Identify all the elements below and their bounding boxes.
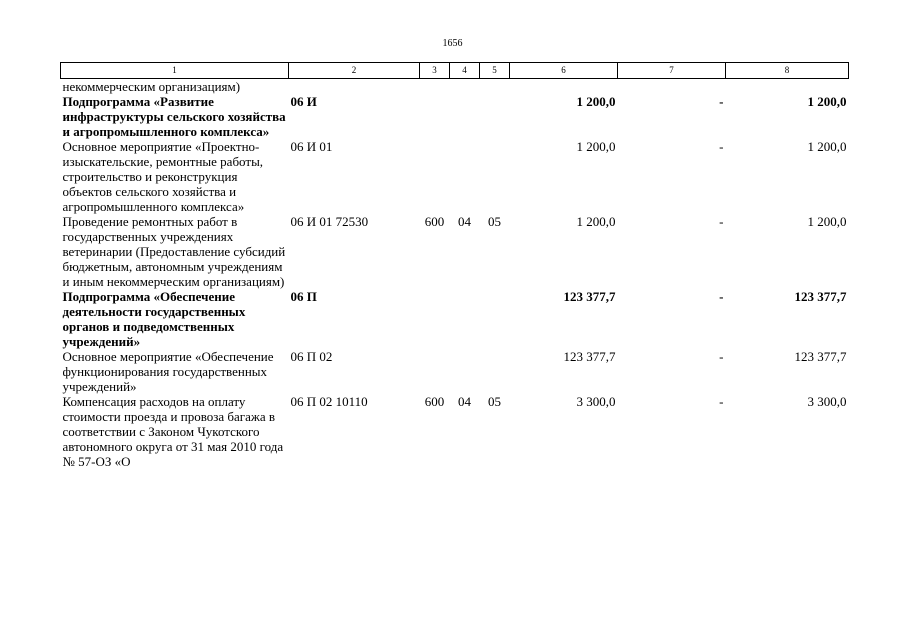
row-value-7: - <box>719 349 724 364</box>
row-col5 <box>480 139 510 214</box>
row-value-8 <box>726 79 849 95</box>
row-col4: 04 <box>458 394 471 409</box>
column-header-3: 3 <box>420 63 450 79</box>
column-header-8: 8 <box>726 63 849 79</box>
row-code: 06 П 02 <box>290 349 333 364</box>
row-col5 <box>480 94 510 139</box>
row-col5 <box>480 289 510 349</box>
row-value-8: 123 377,7 <box>794 289 847 304</box>
row-value-6: 1 200,0 <box>576 214 616 229</box>
row-value-8: 1 200,0 <box>807 94 847 109</box>
row-value-6 <box>510 79 618 95</box>
row-value-6: 3 300,0 <box>576 394 616 409</box>
row-name: Подпрограмма «Развитие инфраструктуры сельского хозяйства и агропромышленного комплекса» <box>62 94 286 139</box>
column-header-2: 2 <box>289 63 420 79</box>
row-value-7: - <box>719 94 724 109</box>
row-name: Подпрограмма «Обеспечение деятельности государственных органов и подведомственных учреждений» <box>62 289 246 349</box>
row-code: 06 И 01 <box>290 139 333 154</box>
row-code: 06 И <box>290 94 317 109</box>
row-name: Компенсация расходов на оплату стоимости проезда и провоза багажа в соответствии с Законом Чукотского автономного округа от 31 мая 2010 года № 57-ОЗ «О <box>62 394 284 469</box>
column-header-7: 7 <box>618 63 726 79</box>
row-col4 <box>450 289 480 349</box>
row-value-7 <box>618 79 726 95</box>
table-row <box>61 394 849 469</box>
row-col3: 600 <box>424 214 445 229</box>
row-value-8: 3 300,0 <box>807 394 847 409</box>
row-code: 06 П <box>290 289 317 304</box>
row-code: 06 П 02 10110 <box>290 394 368 409</box>
table-row <box>61 289 849 349</box>
row-col4 <box>450 79 480 95</box>
row-col5: 05 <box>488 394 501 409</box>
row-name: Основное мероприятие «Проектно-изыскательские, ремонтные работы, строительство и реконструкция объектов сельского хозяйства и агропромышленного комплекса» <box>62 139 264 214</box>
row-col5 <box>480 349 510 394</box>
table-row <box>61 79 849 95</box>
page-number: 1656 <box>442 38 463 49</box>
column-number-header-row <box>61 63 849 79</box>
column-header-4: 4 <box>450 63 480 79</box>
row-name: Проведение ремонтных работ в государственных учреждениях ветеринарии (Предоставление субсидий бюджетным, автономным учреждениям и иным некоммерческим организациям) <box>62 214 286 289</box>
row-name: Основное мероприятие «Обеспечение функционирования государственных учреждений» <box>62 349 274 394</box>
row-code: 06 И 01 72530 <box>290 214 369 229</box>
row-value-6: 1 200,0 <box>576 94 616 109</box>
row-col3 <box>420 289 450 349</box>
row-code <box>289 79 420 95</box>
row-value-8: 123 377,7 <box>794 349 847 364</box>
table-row <box>61 139 849 214</box>
row-value-6: 123 377,7 <box>563 349 616 364</box>
row-col3 <box>420 94 450 139</box>
row-col3 <box>420 139 450 214</box>
row-col3 <box>420 79 450 95</box>
row-col4 <box>450 139 480 214</box>
row-col5 <box>480 79 510 95</box>
column-header-5: 5 <box>480 63 510 79</box>
budget-table <box>60 62 849 469</box>
row-value-7: - <box>719 214 724 229</box>
column-header-6: 6 <box>510 63 618 79</box>
row-col4 <box>450 349 480 394</box>
row-col4 <box>450 94 480 139</box>
column-header-1: 1 <box>61 63 289 79</box>
row-value-8: 1 200,0 <box>807 139 847 154</box>
table-row <box>61 349 849 394</box>
table-row <box>61 94 849 139</box>
row-value-6: 1 200,0 <box>576 139 616 154</box>
row-value-7: - <box>719 289 724 304</box>
row-name: некоммерческим организациям) <box>62 79 241 94</box>
row-col3: 600 <box>424 394 445 409</box>
row-value-8: 1 200,0 <box>807 214 847 229</box>
row-col5: 05 <box>488 214 501 229</box>
row-value-7: - <box>719 394 724 409</box>
row-value-6: 123 377,7 <box>563 289 616 304</box>
row-col3 <box>420 349 450 394</box>
table-row <box>61 214 849 289</box>
row-value-7: - <box>719 139 724 154</box>
row-col4: 04 <box>458 214 471 229</box>
